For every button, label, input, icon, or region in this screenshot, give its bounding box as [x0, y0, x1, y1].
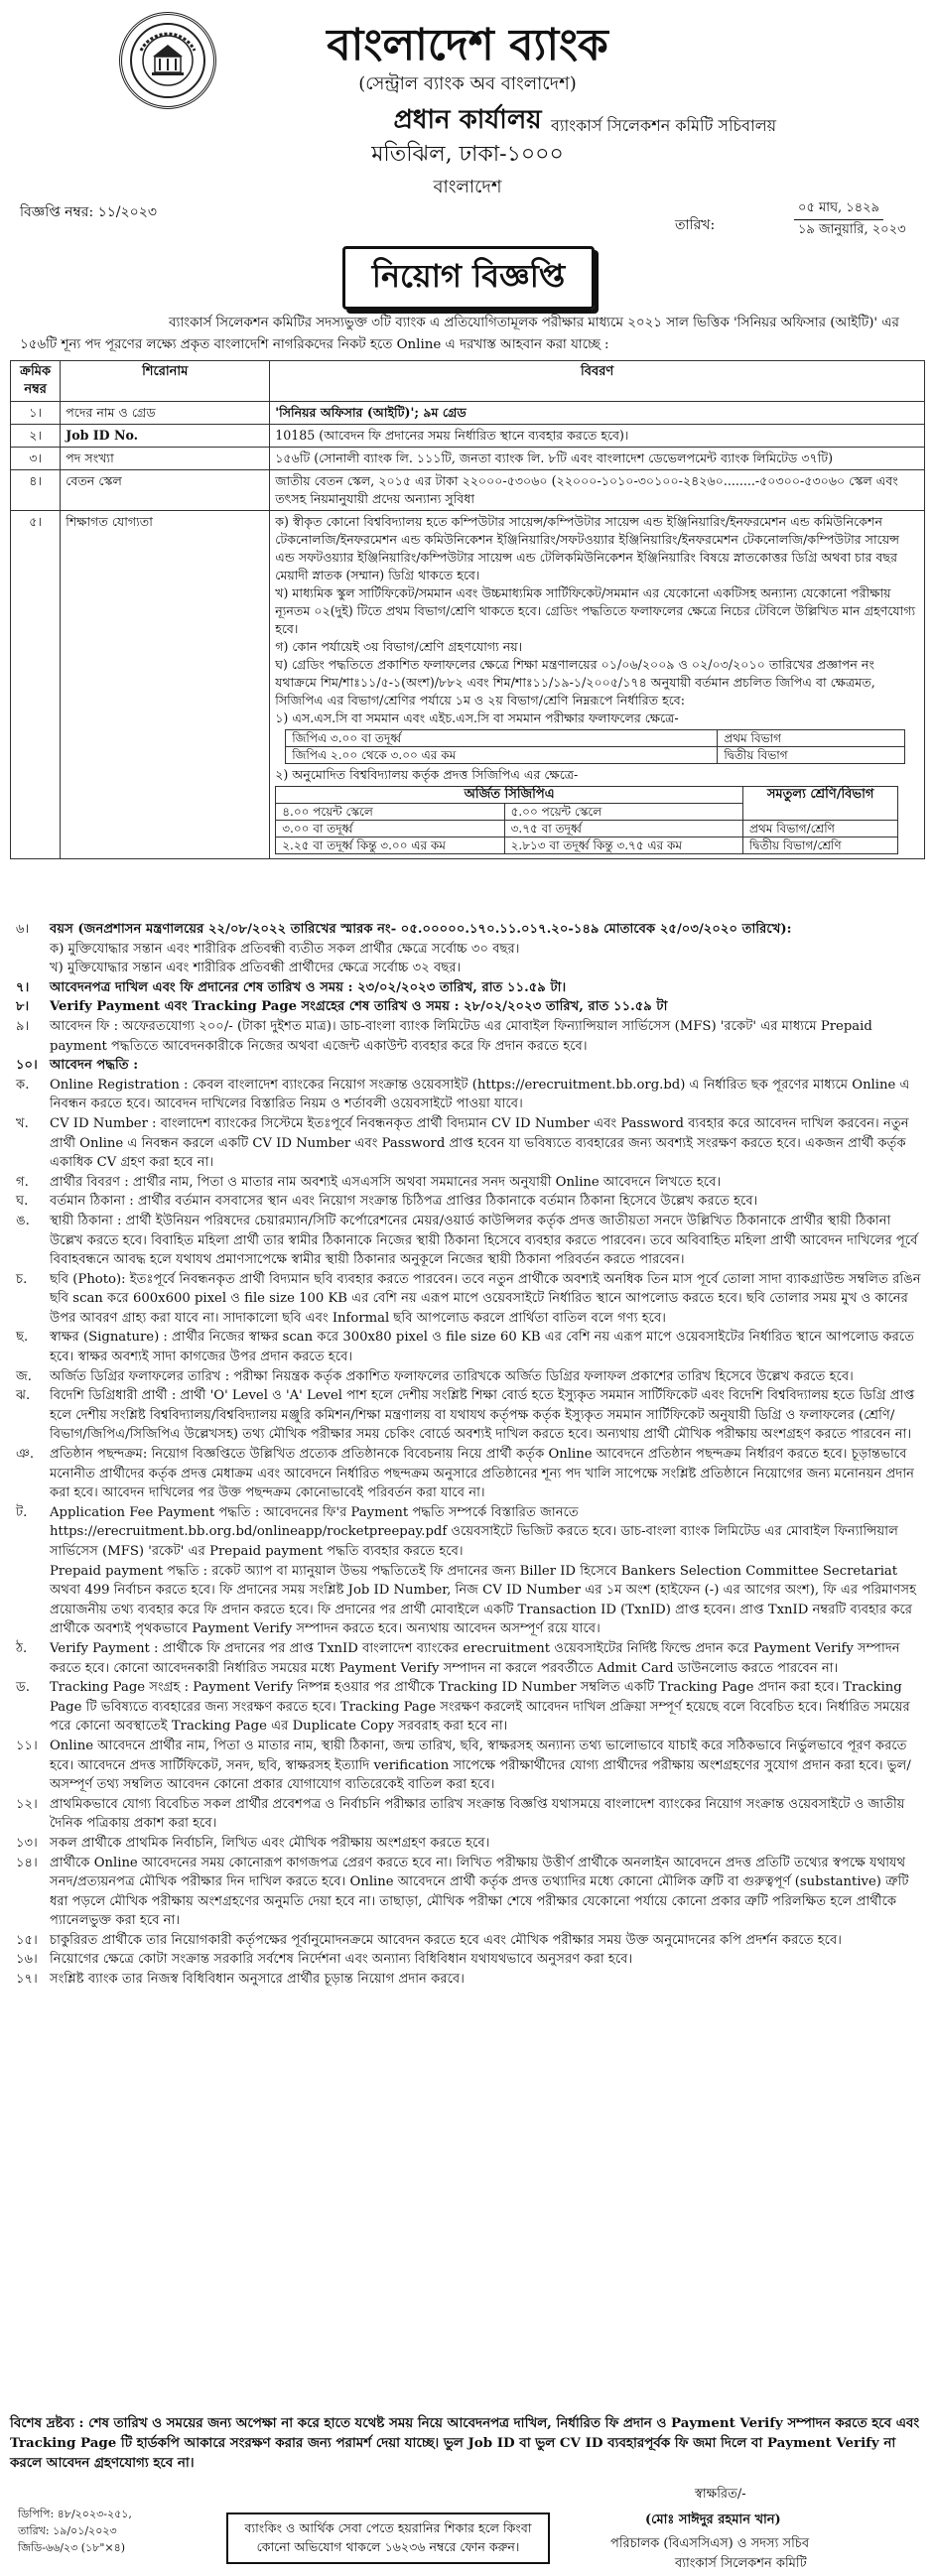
table-row [11, 425, 925, 448]
item-number: ক. [16, 1077, 30, 1093]
gpa-cell: জিপিএ ৩.০০ বা তদূর্ধ্ব [286, 730, 718, 747]
instructions-list [10, 920, 925, 1990]
item-number: জ. [16, 1368, 32, 1384]
list-item [10, 1056, 925, 1076]
edu-item-ka: ক) স্বীকৃত কোনো বিশ্ববিদ্যালয় হতে কম্পিউটার সায়েন্স/কম্পিউটার সায়েন্স এন্ড ইঞ্জিনিয়ারিং/ইনফরমেশন এন্ড কমিউনিকেশন টেকনোলজি/ইনফরমেশন এন্ড কমিউনিকেশন ইঞ্জিনিয়ারিং/সফটওয়্যার ইঞ্জিনিয়ারিং/ইনফরমেশন টেকনোলজি/কম্পিউটার সায়েন্স এন্ড সফটওয়্যার ইঞ্জিনিয়ারিং/কম্পিউটার সায়েন্স এন্ড টেলিকমিউনিকেশন ইঞ্জিনিয়ারিং বিষয়ে স্নাতকোত্তর ডিগ্রি অথবা চার বছর মেয়াদী স্নাতক (সম্মান) ডিগ্রি থাকতে হবে। [275, 514, 900, 582]
item-text: স্বাক্ষর (Signature) : প্রার্থীর নিজের স্বাক্ষর scan করে 300x80 pixel ও file size 60 KB এর বেশি নয় এরূপ মাপে ওয়েবসাইটের নির্ধারিত স্থানে আপলোড করতে হবে। স্বাক্ষর অবশ্যই সাদা কাগজের উপর প্রদান করতে হবে। [50, 1330, 915, 1365]
list-item [10, 1017, 925, 1056]
row-label: শিক্ষাগত যোগ্যতা [61, 511, 270, 859]
row-value: জাতীয় বেতন স্কেল, ২০১৫ এর টাকা ২২০০০-৫৩০৬০ (২২০০০-১০১০-৩০১০০-২৪২৬০........-৫০৩০০-৫৩০৬০ স্কেল এবং তৎসহ নিয়মানুযায়ী প্রদেয় অন্যান্য সুবিধা [270, 470, 925, 511]
list-item [10, 1212, 925, 1270]
item-text: Verify Payment এবং Tracking Page সংগ্রহের শেষ তারিখ ও সময় : ২৮/০২/২০২৩ তারিখ, রাত ১১.৫৯ টা [50, 999, 668, 1015]
item-text: বর্তমান ঠিকানা : প্রার্থীর বর্তমান বসবাসের স্থান এবং নিয়োগ সংক্রান্ত চিঠিপত্র প্রাপ্তির ঠিকানাকে বর্তমান ঠিকানা হিসেবে উল্লেখ করতে হবে। [50, 1194, 758, 1210]
item-text: বিদেশি ডিগ্রিধারী প্রার্থী : প্রার্থী 'O' Level ও 'A' Level পাশ হলে দেশীয় সংশ্লিষ্ট শিক্ষা বোর্ড হতে ইস্যুকৃত সমমান সার্টিফিকেট এবং বিদেশি বিশ্ববিদ্যালয় হতে ডিগ্রি প্রাপ্ত হলে দেশীয় সংশ্লিষ্ট বিশ্ববিদ্যালয়/বিশ্ববিদ্যালয় মঞ্জুরি কমিশন/শিক্ষা মন্ত্রণালয় বা যথাযথ কর্তৃপক্ষ কর্তৃক ইস্যুকৃত সমমান সার্টিফিকেট অনুযায়ী ডিগ্রি ও ফলাফলের (শ্রেণি/বিভাগ/জিপিএ/সিজিপিএ উল্লেখসহ) তথ্য মৌখিক পরীক্ষার সময় চেকিং বোর্ডে অবশ্যই দাখিল করতে হবে। অন্যথায় প্রার্থী মৌখিক পরীক্ষায় অংশগ্রহণ করতে পারবেন না। [50, 1388, 915, 1443]
row-label: পদ সংখ্যা [61, 448, 270, 470]
list-item [10, 1795, 925, 1834]
item-text: Online আবেদনে প্রার্থীর নাম, পিতা ও মাতার নাম, স্থায়ী ঠিকানা, জন্ম তারিখ, ছবি, স্বাক্ষরসহ অন্যান্য তথ্য ভালোভাবে যাচাই করে সঠিকভাবে নির্ভুলভাবে পূরণ করতে হবে। আবেদনে প্রদত্ত সার্টিফিকেট, সনদ, ছবি, স্বাক্ষরসহ ইত্যাদি verification সাপেক্ষে পরীক্ষার্থীদের যোগ্য প্রার্থীদের পরীক্ষায় অংশগ্রহণের সুযোগ প্রদান করা হবে। ভুল/অসম্পূর্ণ তথ্য সম্বলিত আবেদন কোনো প্রকার যোগাযোগ ব্যতিরেকেই বাতিল করা হবে। [50, 1738, 911, 1793]
date-english: ১৯ জানুয়ারি, ২০২৩ [798, 222, 906, 237]
item-text: Tracking Page সংগ্রহ : Payment Verify নিষ্পন্ন হওয়ার পর প্রার্থীকে Tracking ID Number সম্বলিত একটি Tracking Page প্রদান করা হবে। Tracking Page টি ভবিষ্যতে ব্যবহারের জন্য সংরক্ষণ করতে হবে। Tracking Page সংরক্ষণ করলেই আবেদন দাখিল প্রক্রিয়া সম্পূর্ণ হয়েছে বলে বিবেচিত হবে। নির্ধারিত সময়ের পরে কোনো অবস্থাতেই Tracking Page এর Duplicate Copy সরবরাহ করা হবে না। [50, 1680, 910, 1735]
item-text: Application Fee Payment পদ্ধতি : আবেদনের ফি'র Payment পদ্ধতি সম্পর্কে বিস্তারিত জানতে https://erecruitment.bb.org.bd/onlineapp/rocketpreepay.pdf ওয়েবসাইটে ভিজিট করতে হবে। ডাচ-বাংলা ব্যাংক লিমিটেড এর মোবাইল ফিন্যান্সিয়াল সার্ভিসেস (MFS) 'রকেট' এর Prepaid payment পদ্ধতি ব্যবহার করতে হবে। [50, 1504, 898, 1559]
list-item [10, 1076, 925, 1114]
item-text: Prepaid payment পদ্ধতি : রকেট অ্যাপ বা ম্যানুয়াল উভয় পদ্ধতিতেই ফি প্রদানের জন্য Biller ID হিসেবে Bankers Selection Committee Secretariat অথবা 499 নির্বাচন করতে হবে। ফি প্রদানের সময় সংশ্লিষ্ট Job ID Number, নিজ CV ID Number এর ১ম অংশ (হাইফেন (-) এর আগের অংশ), ফি এর পরিমাণসহ প্রয়োজনীয় তথ্য ব্যবহার করে ফি প্রদান করতে হবে। ফি প্রদানের পর প্রার্থী মোবাইলে একটি Transaction ID (TxnID) প্রাপ্ত হবেন। প্রাপ্ত TxnID নম্বরটি ব্যবহার করে প্রার্থীকে অবশ্যই পৃথকভাবে Payment Verify সম্পাদন করতে হবে। অন্যথায় আবেদন অসম্পূর্ণ রয়ে যাবে। [50, 1563, 917, 1637]
class-cell: প্রথম বিভাগ/শ্রেণি [743, 821, 898, 837]
gpa-cell: জিপিএ ২.০০ থেকে ৩.০০ এর কম [286, 747, 718, 764]
list-item [10, 1678, 925, 1737]
list-item [10, 1737, 925, 1795]
item-number: ১৩। [16, 1835, 38, 1851]
item-text: চাকুরিরত প্রার্থীকে তার নিয়োগকারী কর্তৃপক্ষের পূর্বানুমোদনক্রমে আবেদন করতে হবে এবং মৌখিক পরীক্ষার সময় উক্ত অনুমোদনের কপি প্রদর্শন করতে হবে। [50, 1932, 843, 1948]
list-item [10, 1503, 925, 1562]
item-number: ঠ. [16, 1640, 28, 1656]
ssc-gpa-table [285, 729, 905, 764]
list-item [10, 1270, 925, 1329]
item-text: সংশ্লিষ্ট ব্যাংক তার নিজস্ব বিধিবিধান অনুসারে প্রার্থীর চূড়ান্ত নিয়োগ প্রদান করবে। [50, 1972, 465, 1988]
item-text: প্রতিষ্ঠান পছন্দক্রম: নিয়োগ বিজ্ঞপ্তিতে উল্লিখিত প্রত্যেক প্রতিষ্ঠানকে বিবেচনায় নিয়ে প্রার্থী কর্তৃক Online আবেদনে প্রতিষ্ঠান পছন্দক্রম নির্ধারণ করতে হবে। চূড়ান্তভাবে মনোনীত প্রার্থীদের কর্তৃক প্রদত্ত মেধাক্রম এবং আবেদনে নির্ধারিত পছন্দক্রম অনুসারে প্রতিষ্ঠানের শূন্য পদ খালি সাপেক্ষে সংশ্লিষ্ট প্রতিষ্ঠানে নিয়োগের জন্য মনোনয়ন প্রদান করা হবে। আবেদন দাখিলের পর উক্ত পছন্দক্রম কোনোভাবেই পরিবর্তন করা যাবে না। [50, 1447, 915, 1501]
scale-5-cell: ৫.০০ পয়েন্ট স্কেলে [504, 804, 742, 821]
list-item [10, 1192, 925, 1212]
row-label: Job ID No. [61, 425, 270, 448]
header-title: শিরোনাম [61, 361, 270, 402]
bank-name-subtitle: (সেন্ট্রাল ব্যাংক অব বাংলাদেশ) [358, 73, 577, 94]
ssc-heading: ১) এস.এস.সি বা সমমান এবং এইচ.এস.সি বা সমমান পরীক্ষার ফলাফলের ক্ষেত্রে- [275, 710, 679, 725]
item-text: ক) মুক্তিযোদ্ধার সন্তান এবং শারীরিক প্রতিবন্ধী ব্যতীত সকল প্রার্থীর ক্ষেত্রে সর্বোচ্চ ৩০ বছর। [50, 941, 520, 957]
item-number: ঝ. [16, 1388, 31, 1404]
row-serial: ৫। [11, 511, 61, 859]
header-description: বিবরণ [270, 361, 925, 402]
row-value: 10185 (আবেদন ফি প্রদানের সময় নির্ধারিত স্থানে ব্যবহার করতে হবে)। [270, 425, 925, 448]
row-label: পদের নাম ও গ্রেড [61, 402, 270, 425]
table-row [11, 448, 925, 470]
item-text: বয়স (জনপ্রশাসন মন্ত্রণালয়ের ২২/০৮/২০২২ তারিখের স্মারক নং- ০৫.০০০০০.১৭০.১১.০১৭.২০-১৪৯ মোতাবেক ২৫/০৩/২০২০ তারিখে): [50, 922, 792, 937]
item-number: চ. [16, 1271, 28, 1287]
table-row [11, 470, 925, 511]
country-label: বাংলাদেশ [433, 177, 502, 197]
scale-5-cell: ৩.৭৫ বা তদূর্ধ্ব [504, 821, 742, 837]
complaint-hotline-box: ব্যাংকিং ও আর্থিক সেবা পেতে হয়রানির শিকার হলে কিংবা কোনো অভিযোগ থাকলে ১৬২৩৬ নম্বরে ফোন করুন। [226, 2512, 550, 2564]
education-qualification-cell [270, 511, 925, 859]
row-value: 'সিনিয়র অফিসার (আইটি)'; ৯ম গ্রেড [270, 402, 925, 425]
edu-item-ga: গ) কোন পর্যায়েই ৩য় বিভাগ/শ্রেণি গ্রহণযোগ্য নয়। [275, 639, 523, 654]
item-number: ঞ. [16, 1447, 35, 1463]
item-number: ঙ. [16, 1213, 30, 1228]
item-text: প্রার্থীকে Online আবেদনের সময় কোনোরূপ কাগজপত্র প্রেরণ করতে হবে না। লিখিত পরীক্ষায় উত্তীর্ণ প্রার্থীকে অনলাইন আবেদনে প্রদত্ত প্রতিটি তথ্যের স্বপক্ষে যথাযথ সনদ/প্রত্যয়নপত্র মৌখিক পরীক্ষার দিন দাখিল করতে হবে। Online আবেদনে প্রার্থী কর্তৃক প্রদত্ত তথ্যাদির মধ্যে কোনো মৌলিক ত্রুটি বা গুরুত্বপূর্ণ (substantive) ত্রুটি ধরা পড়লে মৌখিক পরীক্ষায় অংশগ্রহণের অনুমতি দেয়া হবে না। তাছাড়া, মৌখিক পরীক্ষা শেষে পরীক্ষার যেকোনো পর্যায়ে কোনো প্রকার ত্রুটি পরিলক্ষিত হলে প্রার্থীকে প্যানেলভুক্ত করা হবে না। [50, 1855, 909, 1929]
class-cell: দ্বিতীয় বিভাগ/শ্রেণি [743, 837, 898, 854]
item-number: গ. [16, 1174, 29, 1190]
list-item [10, 1328, 925, 1366]
item-text: খ) মুক্তিযোদ্ধার সন্তান এবং শারীরিক প্রতিবন্ধী প্রার্থীদের ক্ষেত্রে সর্বোচ্চ ৩২ বছর। [50, 961, 462, 976]
list-item [10, 978, 925, 998]
job-details-table [10, 360, 925, 859]
item-text: অর্জিত ডিগ্রির ফলাফলের তারিখ : পরীক্ষা নিয়ন্ত্রক কর্তৃক প্রকাশিত ফলাফলের তারিখকে অর্জিত ডিগ্রির ফলাফল প্রকাশের তারিখ হিসেবে উল্লেখ করতে হবে। [50, 1368, 854, 1384]
item-text: আবেদনপত্র দাখিল এবং ফি প্রদানের শেষ তারিখ ও সময় : ২৩/০২/২০২৩ তারিখ, রাত ১১.৫৯ টা। [50, 979, 567, 995]
special-note: বিশেষ দ্রষ্টব্য : শেষ তারিখ ও সময়ের জন্য অপেক্ষা না করে হাতে যথেষ্ট সময় নিয়ে আবেদনপত্র দাখিল, নির্ধারিত ফি প্রদান ও Payment Verify সম্পাদন করতে হবে এবং Tracking Page টি হার্ডকপি আকারে সংরক্ষণ করার জন্য পরামর্শ দেয়া যাচ্ছে। ভুল Job ID বা ভুল CV ID ব্যবহারপূর্বক ফি জমা দিলে বা Payment Verify না করলে আবেদন গ্রহণযোগ্য হবে না। [10, 2415, 920, 2471]
signatory-committee: ব্যাংকার্স সিলেকশন কমিটি [675, 2556, 807, 2571]
intro-paragraph: ব্যাংকার্স সিলেকশন কমিটির সদস্যভুক্ত ৩টি ব্যাংক এ প্রতিযোগিতামূলক পরীক্ষার মাধ্যমে ২০২১ সাল ভিত্তিক 'সিনিয়র অফিসার (আইটি)' এর ১৫৬টি শূন্য পদ পূরণের লক্ষ্যে প্রকৃত বাংলাদেশি নাগরিকদের নিকট হতে Online এ দরখাস্ত আহবান করা যাচ্ছে : [20, 316, 899, 352]
list-item [10, 1386, 925, 1445]
table-row [11, 402, 925, 425]
division-cell: দ্বিতীয় বিভাগ [718, 747, 905, 764]
head-office-label: প্রধান কার্যালয় [393, 105, 542, 135]
item-number: ১৬। [16, 1952, 38, 1968]
item-number: ১১। [16, 1738, 38, 1753]
edu-item-gha: ঘ) গ্রেডিং পদ্ধতিতে প্রকাশিত ফলাফলের ক্ষেত্রে শিক্ষা মন্ত্রণালয়ের ০১/০৬/২০০৯ ও ০২/০৩/২০১০ তারিখের প্রজ্ঞাপন নং যথাক্রমে শিম/শাঃ১১/৫-১(অংশ)/৮৮২ এবং শিম/শাঃ১১/১৯-১/২০০৫/১৭৪ অনুযায়ী বর্তমান প্রচলিত জিপিএ বা ক্ষেত্রমত, সিজিপিএ এর বিভাগ/শ্রেণির পর্যায়ে ১ম ও ২য় বিভাগ/শ্রেণি নিম্নরূপে নির্ধারিত হবে: [275, 657, 875, 708]
item-number: ১০। [16, 1058, 38, 1074]
item-number: ৬। [16, 922, 30, 937]
scale-4-cell: ৪.০০ পয়েন্ট স্কেলে [276, 804, 504, 821]
committee-secretariat: ব্যাংকার্স সিলেকশন কমিটি সচিবালয় [551, 116, 777, 135]
table-row [276, 837, 898, 854]
signed-label: স্বাক্ষরিত/- [695, 2487, 746, 2502]
edu-item-kha: খ) মাধ্যমিক স্কুল সার্টিফিকেট/সমমান এবং উচ্চমাধ্যমিক সার্টিফিকেট/সমমান এর যেকোনো একটিসহ অন্যান্য যেকোনো পরীক্ষায় ন্যূনতম ০২(দুই) টিতে প্রথম বিভাগ/শ্রেণি থাকতে হবে। গ্রেডিং পদ্ধতিতে ফলাফলের ক্ষেত্রে নিচের টেবিলে উল্লিখিত মান গ্রহণযোগ্য হবে। [275, 585, 916, 636]
item-number: ৯। [16, 1018, 30, 1034]
item-number: ড. [16, 1680, 30, 1696]
list-item [10, 1173, 925, 1193]
cgpa-table [275, 786, 898, 854]
list-item [10, 1562, 925, 1639]
row-label: বেতন স্কেল [61, 470, 270, 511]
row-serial: ১। [11, 402, 61, 425]
item-text: সকল প্রার্থীকে প্রাথমিক নির্বাচনি, লিখিত এবং মৌখিক পরীক্ষায় অংশগ্রহণ করতে হবে। [50, 1835, 490, 1851]
list-item [10, 1931, 925, 1951]
item-number: ঘ. [16, 1194, 29, 1210]
scale-4-cell: ২.২৫ বা তদূর্ধ্ব কিন্তু ৩.০০ এর কম [276, 837, 504, 854]
row-serial: ২। [11, 425, 61, 448]
list-item [10, 920, 925, 940]
list-item [10, 1854, 925, 1931]
row-value: ১৫৬টি (সোনালী ব্যাংক লি. ১১১টি, জনতা ব্যাংক লি. ৮টি এবং বাংলাদেশ ডেভেলপমেন্ট ব্যাংক লিমিটেড ৩৭টি) [270, 448, 925, 470]
header-serial: ক্রমিক নম্বর [11, 361, 61, 402]
division-cell: প্রথম বিভাগ [718, 730, 905, 747]
scale-5-cell: ২.৮১৩ বা তদূর্ধ্ব কিন্তু ৩.৭৫ এর কম [504, 837, 742, 854]
item-number: ৭। [16, 979, 30, 995]
item-number: ছ. [16, 1330, 29, 1346]
table-row [286, 747, 905, 764]
date-label: তারিখ: [675, 217, 716, 233]
item-text: প্রাথমিকভাবে যোগ্য বিবেচিত সকল প্রার্থীর প্রবেশপত্র ও নির্বাচনি পরীক্ষার তারিখ সংক্রান্ত বিজ্ঞপ্তি যথাসময়ে বাংলাদেশ ব্যাংকের নিয়োগ সংক্রান্ত ওয়েবসাইটে ও জাতীয় দৈনিক পত্রিকায় প্রকাশ করা হবে। [50, 1796, 905, 1832]
item-number: ১৭। [16, 1972, 38, 1988]
list-item [10, 959, 925, 978]
item-text: নিয়োগের ক্ষেত্রে কোটা সংক্রান্ত সরকারি সর্বশেষ নির্দেশনা এবং অন্যান্য বিধিবিধান যথাযথভাবে অনুসরণ করা হবে। [50, 1952, 633, 1968]
item-number: খ. [16, 1115, 29, 1131]
row-serial: ৪। [11, 470, 61, 511]
list-item [10, 940, 925, 960]
list-item [10, 1367, 925, 1387]
scale-4-cell: ৩.০০ বা তদূর্ধ্ব [276, 821, 504, 837]
item-number: ১২। [16, 1796, 38, 1812]
item-text: Online Registration : কেবল বাংলাদেশ ব্যাংকের নিয়োগ সংক্রান্ত ওয়েবসাইট (https://erecruitment.bb.org.bd) এ নির্ধারিত ছক পূরণের মাধ্যমে Online এ নিবন্ধন করতে হবে। আবেদন দাখিলের বিস্তারিত নিয়ম ও শর্তাবলী ওয়েবসাইটে পাওয়া যাবে। [50, 1077, 910, 1112]
signatory-designation: পরিচালক (বিএসসিএস) ও সদস্য সচিব [610, 2536, 810, 2551]
item-number: ১৪। [16, 1855, 38, 1870]
list-item [10, 1639, 925, 1678]
cgpa-header: অর্জিত সিজিপিএ [276, 787, 743, 804]
list-item [10, 997, 925, 1017]
list-item [10, 1950, 925, 1970]
item-number: ট. [16, 1504, 28, 1520]
item-text: প্রার্থীর বিবরণ : প্রার্থীর নাম, পিতা ও মাতার নাম অবশ্যই এসএসসি অথবা সমমানের সনদ অনুযায়ী Online আবেদনে লিখতে হবে। [50, 1174, 722, 1190]
table-row [286, 730, 905, 747]
list-item [10, 1970, 925, 1990]
print-ref-line: তারিখ: ১৯/০১/২০২৩ [18, 2524, 117, 2537]
table-header-row [11, 361, 925, 402]
item-text: স্থায়ী ঠিকানা : প্রার্থী ইউনিয়ন পরিষদের চেয়ারম্যান/সিটি কর্পোরেশনের মেয়র/ওয়ার্ড কাউন্সিলর কর্তৃক প্রদত্ত জাতীয়তা সনদে উল্লিখিত ঠিকানাকে প্রার্থীর স্থায়ী ঠিকানা উল্লেখ করতে হবে। বিবাহিত মহিলা প্রার্থী তার স্বামীর ঠিকানাকে নিজের স্থায়ী ঠিকানা হিসেবে ব্যবহার করতে পারবেন। তবে অবিবাহিত মহিলা প্রার্থী আবেদন দাখিলের পূর্বে বিবাহবন্ধনে আবদ্ধ হলে যথাযথ প্রমাণসাপেক্ষে স্বামীর স্থায়ী ঠিকানার অনুকূলে নিজের স্থায়ী ঠিকানা পরিবর্তন করতে পারবেন। [50, 1213, 918, 1268]
circular-number: বিজ্ঞপ্তি নম্বর: ১১/২০২৩ [20, 204, 157, 220]
print-ref-line: ডিপিপি: ৪৮/২০২৩-২৫১, [18, 2508, 132, 2520]
list-item [10, 1834, 925, 1854]
print-ref-line: জিডি-৬৬/২৩ (১৮"×৪) [18, 2541, 126, 2554]
item-text: ছবি (Photo): ইতঃপূর্বে নিবন্ধনকৃত প্রার্থী বিদ্যমান ছবি ব্যবহার করতে পারবেন। তবে নতুন প্রার্থীকে অবশ্যই অনধিক তিন মাস পূর্বে তোলা সাদা ব্যাকগ্রাউন্ড সম্বলিত রঙিন ছবি scan করে 600x600 pixel ও file size 100 KB এর বেশি নয় এরূপ মাপে ওয়েবসাইটে নির্ধারিত স্থানে আপলোড করতে হবে। ছবি তোলার সময় মুখ ও কানের উপর আবরণ গ্রাহ্য করা যাবে না। সাদাকালো ছবি এবং Informal ছবি আপলোড করলে প্রার্থিতা বাতিল বলে গণ্য হবে। [50, 1271, 921, 1326]
row-serial: ৩। [11, 448, 61, 470]
item-text: Verify Payment : প্রার্থীকে ফি প্রদানের পর প্রাপ্ত TxnID বাংলাদেশ ব্যাংকের erecruitment ওয়েবসাইটের নির্দিষ্ট ফিল্ডে প্রদান করে Payment Verify সম্পাদন করতে হবে। কোনো আবেদনকারী নির্ধারিত সময়ের মধ্যে Payment Verify সম্পাদন না করলে পরবর্তীতে Admit Card ডাউনলোড করতে পারবেন না। [50, 1640, 900, 1676]
table-row [276, 821, 898, 837]
signatory-name: (মোঃ সাঈদুর রহমান খান) [645, 2512, 781, 2527]
item-text: আবেদন ফি : অফেরতযোগ্য ২০০/- (টাকা দুইশত মাত্র)। ডাচ-বাংলা ব্যাংক লিমিটেড এর মোবাইল ফিন্যান্সিয়াল সার্ভিসেস (MFS) 'রকেট' এর মাধ্যমে Prepaid payment পদ্ধতিতে আবেদনকারীকে নিজের অথবা এজেন্ট একাউন্ট ব্যবহার করে ফি প্রদান করতে হবে। [50, 1018, 872, 1054]
table-header-row [276, 787, 898, 804]
bank-name-title: বাংলাদেশ ব্যাংক [327, 20, 608, 70]
list-item [10, 1445, 925, 1503]
cgpa-heading: ২) অনুমোদিত বিশ্ববিদ্যালয় কর্তৃক প্রদত্ত সিজিপিএ এর ক্ষেত্রে- [275, 767, 579, 782]
print-reference [18, 2506, 132, 2556]
item-text: CV ID Number : বাংলাদেশ ব্যাংকের সিস্টেমে ইতঃপূর্বে নিবন্ধনকৃত প্রার্থী বিদ্যমান CV ID Number এবং Password ব্যবহার করে আবেদন দাখিল করবেন। নতুন প্রার্থী Online এ নিবন্ধন করলে একটি CV ID Number এবং Password প্রাপ্ত হবেন যা ভবিষ্যতে ব্যবহারের জন্য অবশ্যই সংরক্ষণ করতে হবে। একজন প্রার্থী কর্তৃক একাধিক CV গ্রহণ করা হবে না। [50, 1115, 909, 1171]
list-item [10, 1114, 925, 1173]
item-number: ১৫। [16, 1932, 38, 1948]
equivalent-header: সমতুল্য শ্রেণি/বিভাগ [743, 787, 898, 821]
office-address: মতিঝিল, ঢাকা-১০০০ [371, 142, 564, 167]
date-bangla: ০৫ মাঘ, ১৪২৯ [794, 198, 883, 220]
table-row [11, 511, 925, 859]
item-text: আবেদন পদ্ধতি : [50, 1058, 139, 1074]
item-number: ৮। [16, 999, 30, 1015]
recruitment-notice-banner: নিয়োগ বিজ্ঞপ্তি [342, 246, 595, 310]
